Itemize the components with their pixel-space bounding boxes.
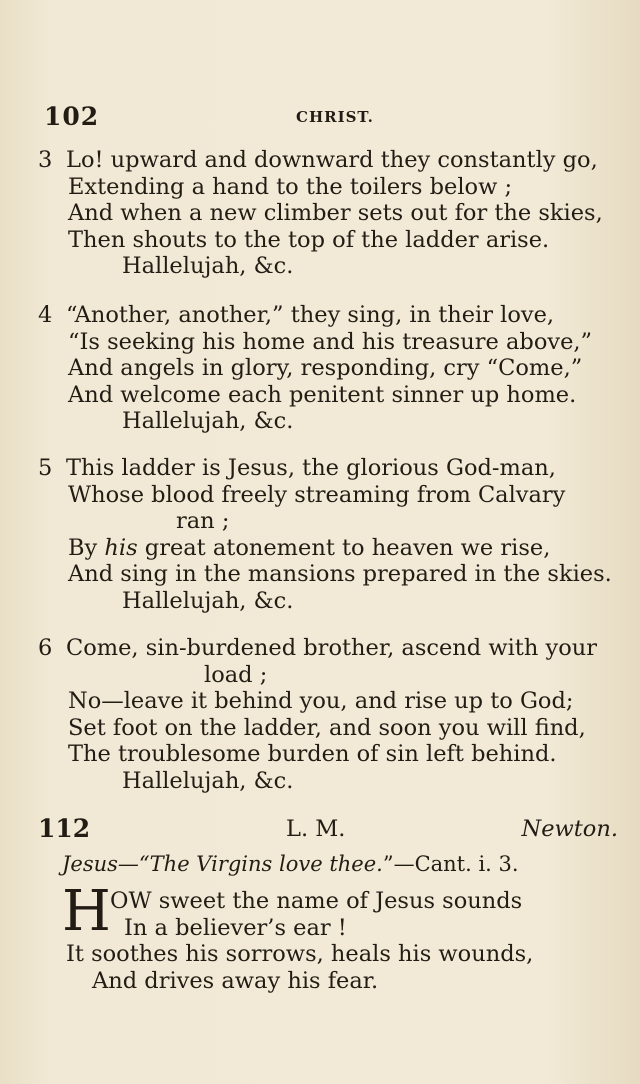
stanza-line: And angels in glory, responding, cry “Come,” xyxy=(68,355,583,381)
stanza-line: And sing in the mansions prepared in the skies. xyxy=(68,561,612,587)
stanza-line: Whose blood freely streaming from Calvary xyxy=(68,481,566,508)
line-text-post: great atonement to heaven we rise, xyxy=(137,534,551,561)
stanza-line: And welcome each penitent sinner up home. xyxy=(68,381,577,408)
stanza-line: Set foot on the ladder, and soon you will find, xyxy=(68,714,586,741)
stanza-number: 4 xyxy=(38,302,53,328)
stanza-line-text: Come, sin-burdened brother, ascend with your xyxy=(66,635,597,661)
drop-cap: H xyxy=(62,879,111,944)
stanza-number: 6 xyxy=(38,635,53,661)
stanza-line: The troublesome burden of sin left behind. xyxy=(68,741,557,767)
stanza-line-text: “Another, another,” they sing, in their love, xyxy=(66,302,555,328)
running-title: CHRIST. xyxy=(296,108,374,126)
hymn-112-stanza xyxy=(62,879,622,994)
hymn-number: 112 xyxy=(38,814,91,843)
stanza-line-text: This ladder is Jesus, the glorious God-man, xyxy=(66,455,556,481)
stanza-line-continuation: ran ; xyxy=(176,508,230,534)
refrain: Hallelujah, &c. xyxy=(122,587,294,614)
stanza-line: No—leave it behind you, and rise up to God; xyxy=(68,688,574,714)
stanza-line: And drives away his fear. xyxy=(92,967,379,994)
stanza-line: And when a new climber sets out for the skies, xyxy=(68,200,603,226)
stanza-number: 3 xyxy=(38,147,53,173)
hymn-composer: Newton. xyxy=(521,816,618,842)
scripture-quote: The Virgins love thee. xyxy=(149,852,383,876)
stanza-line xyxy=(38,535,623,562)
stanza-4 xyxy=(38,302,623,435)
page-number: 102 xyxy=(44,102,100,131)
emphasized-word: his xyxy=(104,534,138,561)
hymn-heading xyxy=(38,814,618,846)
scripture-prefix: Jesus—“ xyxy=(62,852,150,876)
refrain: Hallelujah, &c. xyxy=(122,767,294,794)
stanza-line xyxy=(38,455,623,482)
scripture-reference xyxy=(62,852,622,876)
refrain: Hallelujah, &c. xyxy=(122,408,294,434)
stanza-line: OW sweet the name of Jesus sounds xyxy=(110,888,523,914)
stanza-line-continuation: load ; xyxy=(204,661,268,688)
stanza-line: In a believer’s ear ! xyxy=(124,914,347,941)
stanza-line: Then shouts to the top of the ladder arise. xyxy=(68,226,550,253)
stanza-line xyxy=(38,302,623,329)
stanza-5 xyxy=(38,455,623,614)
stanza-6 xyxy=(38,635,623,794)
stanza-line: It soothes his sorrows, heals his wounds, xyxy=(66,941,534,967)
line-text-pre: By xyxy=(68,534,105,561)
stanza-number: 5 xyxy=(38,455,53,481)
refrain: Hallelujah, &c. xyxy=(122,253,294,279)
stanza-3 xyxy=(38,147,623,280)
stanza-line: “Is seeking his home and his treasure above,” xyxy=(68,328,593,355)
stanza-line xyxy=(38,147,623,174)
scripture-citation: ”—Cant. i. 3. xyxy=(382,852,519,876)
stanza-line-text: Lo! upward and downward they constantly go, xyxy=(66,147,598,173)
hymn-meter: L. M. xyxy=(286,816,346,842)
running-head xyxy=(44,102,604,132)
stanza-line: Extending a hand to the toilers below ; xyxy=(68,173,513,200)
stanza-line xyxy=(38,635,623,662)
